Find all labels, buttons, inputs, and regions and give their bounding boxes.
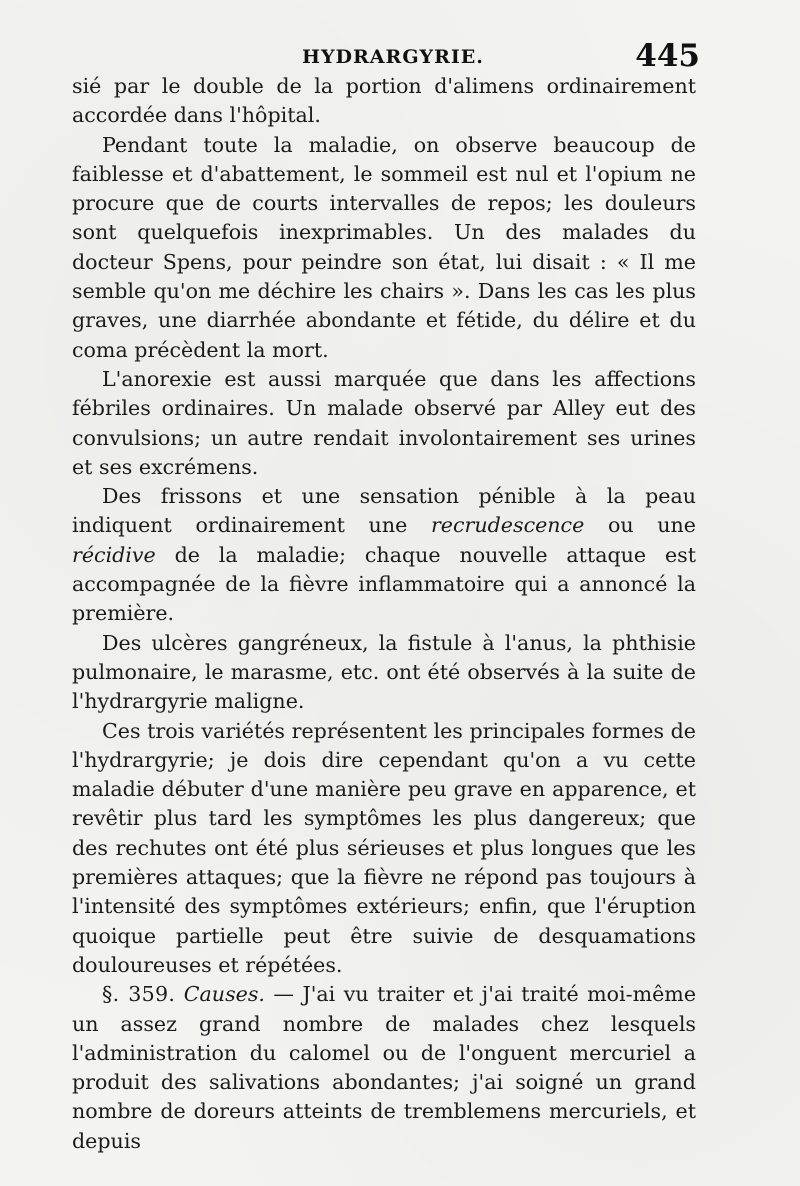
p4-text-before: Des frissons et une sensation pénible à la peau indiquent ordinairement une — [72, 484, 696, 538]
paragraph-continuation: sié par le double de la portion d'alimens ordinairement accordée dans l'hôpital. — [72, 74, 696, 128]
p4-italic-recrudescence: recrudescence — [430, 513, 585, 538]
body-text — [72, 72, 696, 1156]
section-text: — J'ai vu traiter et j'ai traité moi-même un assez grand nombre de malades chez lesquels l'administration du calomel ou de l'onguent mercuriel a produit des salivations abondantes; j'ai soigné un grand nombre de doreurs atteints de tremblemens mercuriels, et depuis — [72, 982, 697, 1153]
p4-text-after: de la maladie; chaque nouvelle attaque est accompagnée de la fièvre inflammatoire qui a annoncé la première. — [72, 542, 696, 626]
p4-italic-recidive: récidive — [72, 542, 156, 567]
page-number: 445 — [635, 38, 700, 74]
paragraph-anorexie: L'anorexie est aussi marquée que dans les affections fébriles ordinaires. Un malade observé par Alley eut des convulsions; un autre rendait involontairement ses urines et ses excrémens. — [72, 366, 696, 479]
paragraph-ulceres: Des ulcères gangréneux, la fistule à l'anus, la phthisie pulmonaire, le marasme, etc. ont été observés à la suite de l'hydrargyrie maligne. — [72, 630, 696, 714]
paragraph-varietes: Ces trois variétés représentent les principales formes de l'hydrargyrie; je dois dire cependant qu'on a vu cette maladie débuter d'une manière peu grave en apparence, et revêtir plus tard les symptômes les plus dangereux; que des rechutes ont été plus sérieuses et plus longues que les premières attaques; que la fièvre ne répond pas toujours à l'intensité des symptômes extérieurs; enfin, que l'éruption quoique partielle peut être suivie de desquamations douloureuses et répétées. — [72, 718, 696, 977]
paragraph-recrudescence — [72, 482, 696, 628]
p4-text-middle: ou une — [584, 513, 696, 538]
section-title: Causes. — [183, 982, 265, 1007]
paragraph-causes — [72, 980, 696, 1156]
running-title: HYDRARGYRIE. — [302, 46, 484, 68]
paragraph-symptoms: Pendant toute la maladie, on observe beaucoup de faiblesse et d'abattement, le sommeil est nul et l'opium ne procure que de courts intervalles de repos; les douleurs sont quelquefois inexprimables. Un des malades du docteur Spens, pour peindre son état, lui disait : « Il me semble qu'on me déchire les chairs ». Dans les cas les plus graves, une diarrhée abondante et fétide, du délire et du coma précèdent la mort. — [72, 132, 696, 362]
section-number: §. 359. — [102, 982, 176, 1007]
